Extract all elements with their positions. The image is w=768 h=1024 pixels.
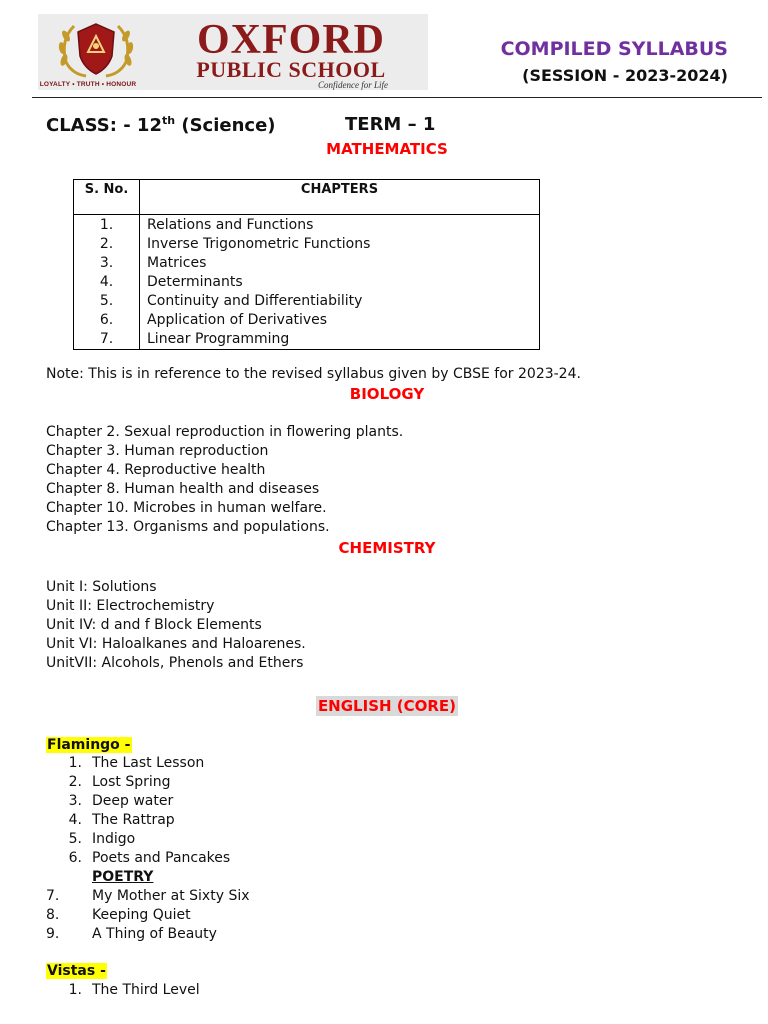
- term-label: TERM – 1: [345, 114, 436, 135]
- row-chapter: Application of Derivatives: [140, 311, 540, 330]
- table-row: [74, 273, 540, 292]
- row-sno: 6.: [74, 311, 140, 330]
- table-row: [74, 292, 540, 311]
- row-sno: 7.: [74, 330, 140, 350]
- row-sno: 3.: [74, 254, 140, 273]
- header-divider: [32, 97, 762, 98]
- row-chapter: Continuity and Differentiability: [140, 292, 540, 311]
- list-item: Chapter 8. Human health and diseases: [46, 481, 320, 497]
- item-number: 9.: [46, 926, 60, 942]
- item-number: 1.: [68, 982, 82, 998]
- list-item: Chapter 3. Human reproduction: [46, 443, 269, 459]
- school-motto: LOYALTY • TRUTH • HONOUR: [39, 81, 137, 88]
- item-text: The Last Lesson: [92, 755, 205, 771]
- item-text: Poets and Pancakes: [92, 850, 231, 866]
- school-name: OXFORD: [197, 17, 385, 63]
- item-number: 7.: [46, 888, 60, 904]
- row-chapter: Matrices: [140, 254, 540, 273]
- vistas-label-line: [46, 962, 107, 981]
- item-number: 6.: [68, 850, 82, 866]
- table-row: [74, 235, 540, 254]
- table-header-row: [74, 180, 540, 215]
- item-number: 8.: [46, 907, 60, 923]
- mathematics-note: Note: This is in reference to the revised syllabus given by CBSE for 2023-24.: [46, 366, 581, 382]
- item-number: 1.: [68, 755, 82, 771]
- list-item: Unit VI: Haloalkanes and Haloarenes.: [46, 636, 306, 652]
- item-number: 3.: [68, 793, 82, 809]
- item-text: The Rattrap: [92, 812, 175, 828]
- flamingo-label-line: [46, 736, 132, 755]
- english-heading: [0, 697, 768, 715]
- session-label: (SESSION - 2023-2024): [522, 66, 728, 85]
- item-text: My Mother at Sixty Six: [92, 888, 250, 904]
- chemistry-list: [46, 578, 306, 673]
- list-item: Chapter 2. Sexual reproduction in flowering plants.: [46, 424, 404, 440]
- class-suffix: (Science): [175, 115, 276, 136]
- school-crest-icon: [46, 18, 146, 86]
- item-text: Indigo: [92, 831, 136, 847]
- mathematics-heading: MATHEMATICS: [326, 140, 448, 158]
- item-text: Deep water: [92, 793, 174, 809]
- school-logo-banner: [38, 14, 428, 90]
- document-title: COMPILED SYLLABUS: [500, 38, 728, 60]
- list-item: Chapter 4. Reproductive health: [46, 462, 266, 478]
- row-chapter: Relations and Functions: [140, 215, 540, 236]
- table-row: [74, 330, 540, 350]
- row-sno: 5.: [74, 292, 140, 311]
- item-number: 2.: [68, 774, 82, 790]
- column-header-sno: S. No.: [74, 180, 140, 215]
- class-label: [46, 114, 276, 136]
- class-prefix: CLASS: - 12: [46, 115, 162, 136]
- item-number: 5.: [68, 831, 82, 847]
- chemistry-heading: CHEMISTRY: [338, 539, 436, 557]
- flamingo-label: Flamingo -: [47, 737, 131, 753]
- list-item: Unit II: Electrochemistry: [46, 598, 215, 614]
- biology-list: [46, 423, 403, 537]
- mathematics-chapters-table: [73, 179, 540, 350]
- item-text: The Third Level: [92, 982, 200, 998]
- table-row: [74, 215, 540, 236]
- poetry-label: POETRY: [92, 869, 154, 885]
- class-superscript: th: [161, 114, 176, 127]
- row-sno: 1.: [74, 215, 140, 236]
- item-number: 4.: [68, 812, 82, 828]
- row-chapter: Determinants: [140, 273, 540, 292]
- item-text: A Thing of Beauty: [92, 926, 217, 942]
- table-row: [74, 254, 540, 273]
- row-sno: 2.: [74, 235, 140, 254]
- row-sno: 4.: [74, 273, 140, 292]
- list-item: Chapter 10. Microbes in human welfare.: [46, 500, 327, 516]
- english-heading-text: ENGLISH (CORE): [317, 697, 457, 715]
- row-chapter: Inverse Trigonometric Functions: [140, 235, 540, 254]
- list-item: Chapter 13. Organisms and populations.: [46, 519, 330, 535]
- list-item: UnitVII: Alcohols, Phenols and Ethers: [46, 655, 304, 671]
- school-tagline: Confidence for Life: [318, 80, 388, 90]
- table-row: [74, 311, 540, 330]
- list-item: Unit I: Solutions: [46, 579, 157, 595]
- row-chapter: Linear Programming: [140, 330, 540, 350]
- list-item: Unit IV: d and f Block Elements: [46, 617, 262, 633]
- school-subtitle: PUBLIC SCHOOL: [196, 57, 386, 82]
- vistas-label: Vistas -: [47, 963, 106, 979]
- biology-heading: BIOLOGY: [349, 385, 425, 403]
- item-text: Keeping Quiet: [92, 907, 191, 923]
- item-text: Lost Spring: [92, 774, 171, 790]
- column-header-chapters: CHAPTERS: [140, 180, 540, 215]
